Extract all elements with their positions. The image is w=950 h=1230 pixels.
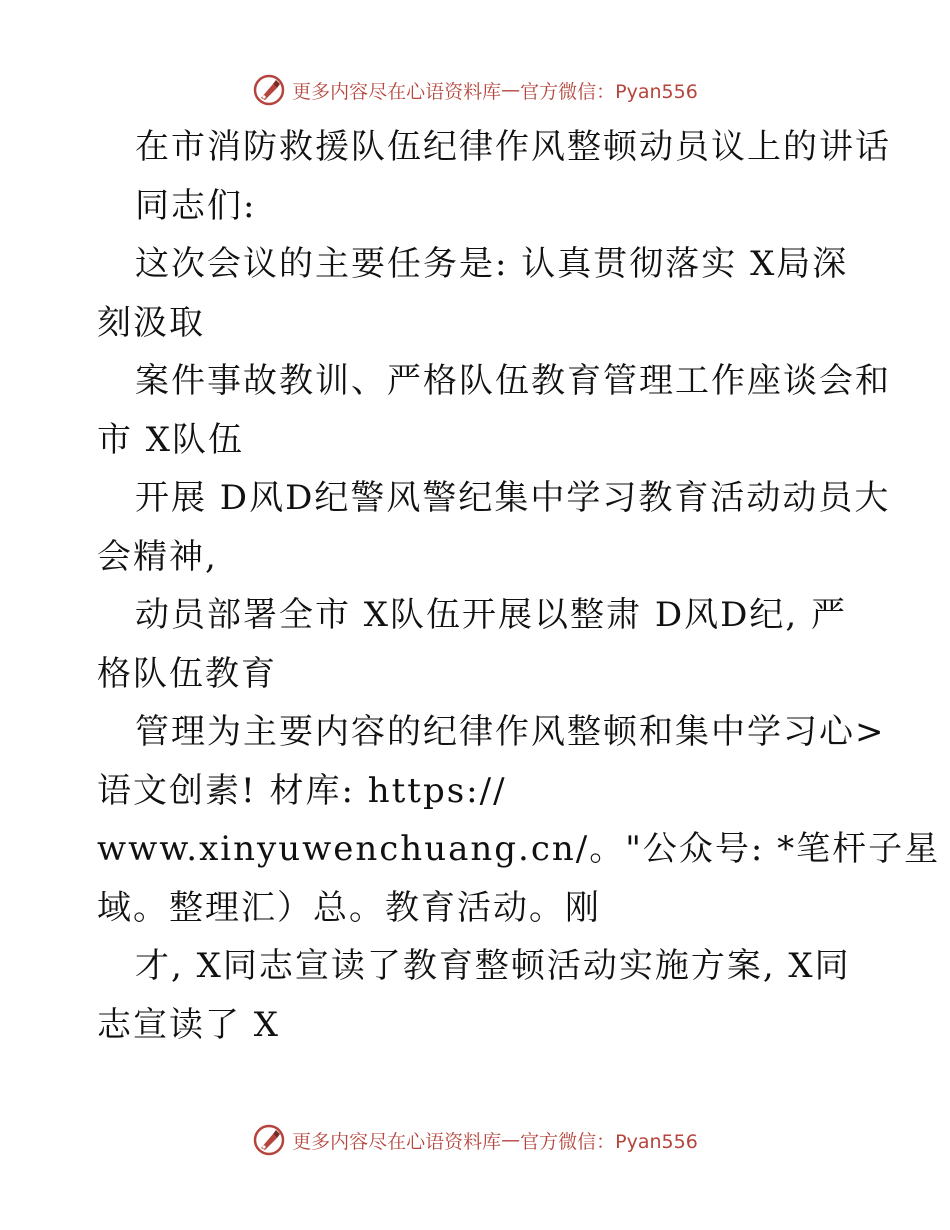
watermark-text: 更多内容尽在心语资料库 [292, 80, 502, 103]
paragraph-line: 案件事故教训、严格队伍教育管理工作座谈会和 [135, 361, 891, 401]
document-title: 在市消防救援队伍纪律作风整顿动员议上的讲话 [135, 127, 891, 167]
paragraph-line: 志宣读了 X [97, 1004, 281, 1045]
paragraph-line: 会精神, [97, 536, 218, 577]
salutation: 同志们: [135, 185, 257, 226]
pen-nib-logo-icon [252, 73, 286, 107]
paragraph-line: 市 X队伍 [97, 419, 245, 460]
watermark-contact: 官方微信：Pyan556 [520, 1130, 698, 1153]
paragraph-line: 开展 D风D纪警风警纪集中学习教育活动动员大 [135, 478, 891, 518]
paragraph-line: 管理为主要内容的纪律作风整顿和集中学习心> [135, 712, 886, 752]
pen-nib-logo-icon [252, 1123, 286, 1157]
paragraph-line: 语文创素! 材库: https:// [97, 770, 507, 811]
watermark-text: 更多内容尽在心语资料库 [292, 1130, 502, 1153]
paragraph-line: 格队伍教育 [97, 653, 277, 694]
paragraph-line: 这次会议的主要任务是: 认真贯彻落实 X局深 [135, 244, 849, 284]
paragraph-line: 刻汲取 [97, 302, 205, 343]
watermark-separator: — [501, 79, 521, 101]
watermark-contact: 官方微信：Pyan556 [520, 80, 698, 103]
paragraph-line: 才, X同志宣读了教育整顿活动实施方案, X同 [135, 946, 851, 986]
document-body [97, 118, 941, 1054]
watermark-separator: — [501, 1129, 521, 1151]
paragraph-line: 动员部署全市 X队伍开展以整肃 D风D纪, 严 [135, 595, 847, 635]
header-watermark [0, 70, 950, 110]
paragraph-line: 域。整理汇）总。教育活动。刚 [97, 887, 601, 928]
paragraph-line: www.xinyuwenchuang.cn/。"公众号: *笔杆子星 [97, 829, 941, 869]
footer-watermark [0, 1120, 950, 1160]
